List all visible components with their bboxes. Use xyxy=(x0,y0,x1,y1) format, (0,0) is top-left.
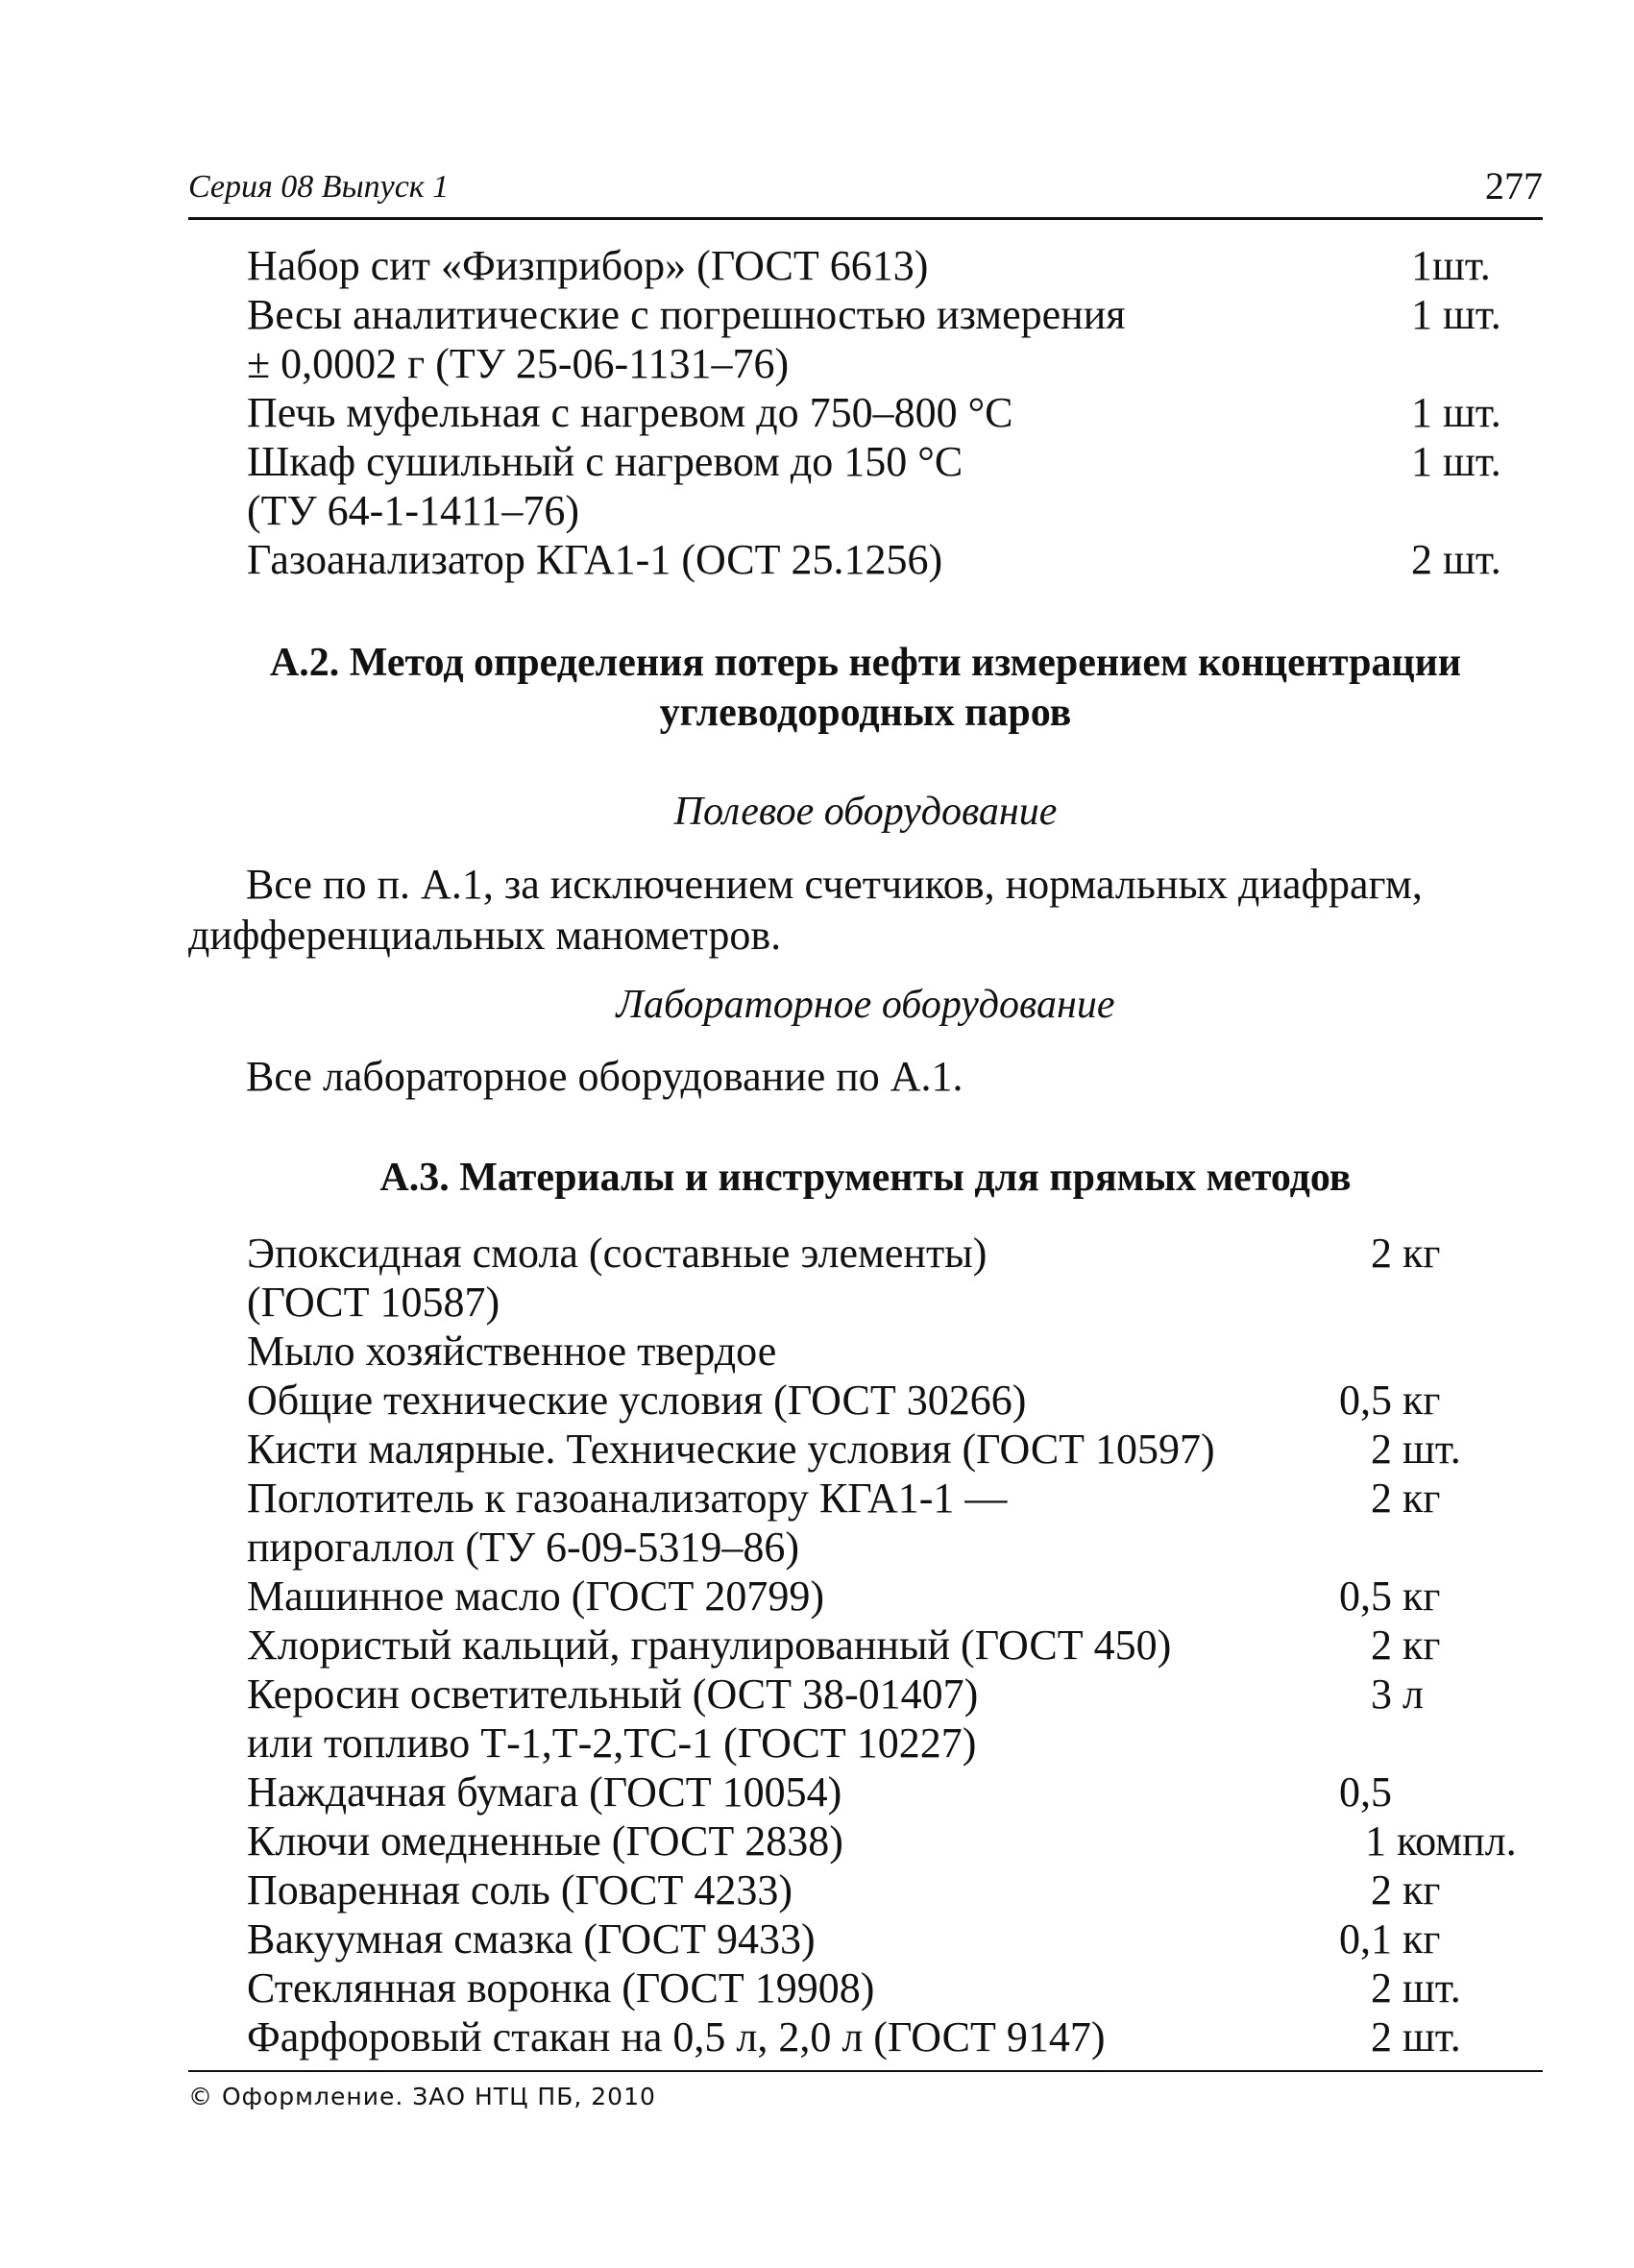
item-name: ± 0,0002 г (ТУ 25-06-1131–76) xyxy=(247,340,790,387)
item-qty: 0,5 кг xyxy=(1339,1573,1441,1620)
list-item xyxy=(247,1229,1553,1278)
list-item xyxy=(247,486,1553,535)
item-qty: 2 кг xyxy=(1371,1475,1441,1522)
item-qty: 2 шт. xyxy=(1411,536,1501,583)
list-item xyxy=(247,1425,1553,1474)
list-item xyxy=(247,1914,1553,1963)
section-a2-heading xyxy=(188,638,1543,738)
list-item xyxy=(247,1768,1553,1817)
list-item xyxy=(247,1376,1553,1425)
item-name: Фарфоровый стакан на 0,5 л, 2,0 л (ГОСТ 9147) xyxy=(247,2013,1106,2061)
paragraph-line: Все по п. А.1, за исключением счетчиков, нормальных диафрагм, xyxy=(246,861,1423,908)
list-item xyxy=(247,1327,1553,1376)
item-qty: 1 шт. xyxy=(1411,291,1501,338)
copyright-footer: © Оформление. ЗАО НТЦ ПБ, 2010 xyxy=(188,2083,656,2110)
item-name: Вакуумная смазка (ГОСТ 9433) xyxy=(247,1915,816,1963)
paragraph-line: Все лабораторное оборудование по А.1. xyxy=(246,1053,963,1100)
field-equipment-text xyxy=(188,859,1543,961)
item-qty: 1 шт. xyxy=(1411,389,1501,436)
heading-line: углеводородных паров xyxy=(659,691,1072,735)
series-label: Серия 08 Выпуск 1 xyxy=(188,169,450,205)
item-qty: 3 л xyxy=(1371,1671,1424,1718)
item-name: Керосин осветительный (ОСТ 38-01407) xyxy=(247,1671,979,1718)
list-item xyxy=(247,1474,1553,1523)
item-name: (ТУ 64-1-1411–76) xyxy=(247,487,580,534)
list-item xyxy=(247,388,1553,437)
lab-equipment-text xyxy=(188,1051,1543,1102)
item-qty: 2 кг xyxy=(1371,1230,1441,1277)
section-a3-heading: А.3. Материалы и инструменты для прямых методов xyxy=(379,1156,1352,1200)
list-item xyxy=(247,339,1553,388)
item-name: Стеклянная воронка (ГОСТ 19908) xyxy=(247,1964,875,2012)
list-item xyxy=(247,290,1553,339)
running-header xyxy=(188,164,1543,220)
item-name: Поваренная соль (ГОСТ 4233) xyxy=(247,1866,793,1914)
item-qty: 1шт. xyxy=(1411,242,1491,289)
item-name: Наждачная бумага (ГОСТ 10054) xyxy=(247,1768,842,1816)
item-qty: 2 кг xyxy=(1371,1866,1441,1914)
item-qty: 2 шт. xyxy=(1371,1964,1461,2012)
paragraph-line: дифференциальных манометров. xyxy=(188,912,782,959)
list-item xyxy=(247,241,1553,290)
item-name: Кисти малярные. Технические условия (ГОСТ 10597) xyxy=(247,1426,1215,1473)
list-item xyxy=(247,2012,1553,2061)
item-name: Общие технические условия (ГОСТ 30266) xyxy=(247,1377,1027,1424)
item-qty: 0,1 кг xyxy=(1339,1915,1441,1963)
list-item xyxy=(247,1817,1553,1866)
item-name: Газоанализатор КГА1-1 (ОСТ 25.1256) xyxy=(247,536,943,583)
footer-divider xyxy=(188,2070,1543,2072)
item-qty: 1 компл. xyxy=(1365,1817,1517,1865)
list-item xyxy=(247,1621,1553,1670)
item-name: Поглотитель к газоанализатору КГА1-1 — xyxy=(247,1475,1008,1522)
lab-equipment-title: Лабораторное оборудование xyxy=(616,983,1115,1027)
page-number: 277 xyxy=(1485,164,1543,207)
item-name: Машинное масло (ГОСТ 20799) xyxy=(247,1573,824,1620)
materials-list xyxy=(247,1229,1553,2061)
item-qty: 2 шт. xyxy=(1371,1426,1461,1473)
list-item xyxy=(247,1670,1553,1719)
list-item xyxy=(247,1572,1553,1621)
list-item xyxy=(247,535,1553,584)
heading-line: А.2. Метод определения потерь нефти измерением концентрации xyxy=(269,641,1462,685)
list-item xyxy=(247,1278,1553,1327)
equipment-list xyxy=(247,241,1553,584)
list-item xyxy=(247,1719,1553,1768)
item-qty: 2 кг xyxy=(1371,1622,1441,1669)
list-item xyxy=(247,1963,1553,2012)
list-item xyxy=(247,1523,1553,1572)
item-name: Ключи омедненные (ГОСТ 2838) xyxy=(247,1817,843,1865)
item-name: пирогаллол (ТУ 6-09-5319–86) xyxy=(247,1524,799,1571)
list-item xyxy=(247,1866,1553,1914)
item-name: Печь муфельная с нагревом до 750–800 °С xyxy=(247,389,1013,436)
item-name: Мыло хозяйственное твердое xyxy=(247,1328,777,1375)
item-name: Эпоксидная смола (составные элементы) xyxy=(247,1230,988,1277)
item-qty: 0,5 кг xyxy=(1339,1377,1441,1424)
field-equipment-title: Полевое оборудование xyxy=(673,790,1058,834)
item-name: (ГОСТ 10587) xyxy=(247,1279,500,1326)
item-qty: 1 шт. xyxy=(1411,438,1501,485)
item-qty: 2 шт. xyxy=(1371,2013,1461,2061)
item-name: Набор сит «Физприбор» (ГОСТ 6613) xyxy=(247,242,929,289)
item-name: Хлористый кальций, гранулированный (ГОСТ 450) xyxy=(247,1622,1172,1669)
list-item xyxy=(247,437,1553,486)
item-name: Шкаф сушильный с нагревом до 150 °С xyxy=(247,438,963,485)
item-qty: 0,5 xyxy=(1339,1768,1392,1816)
item-name: или топливо Т-1,Т-2,ТС-1 (ГОСТ 10227) xyxy=(247,1719,977,1767)
item-name: Весы аналитические с погрешностью измерения xyxy=(247,291,1126,338)
